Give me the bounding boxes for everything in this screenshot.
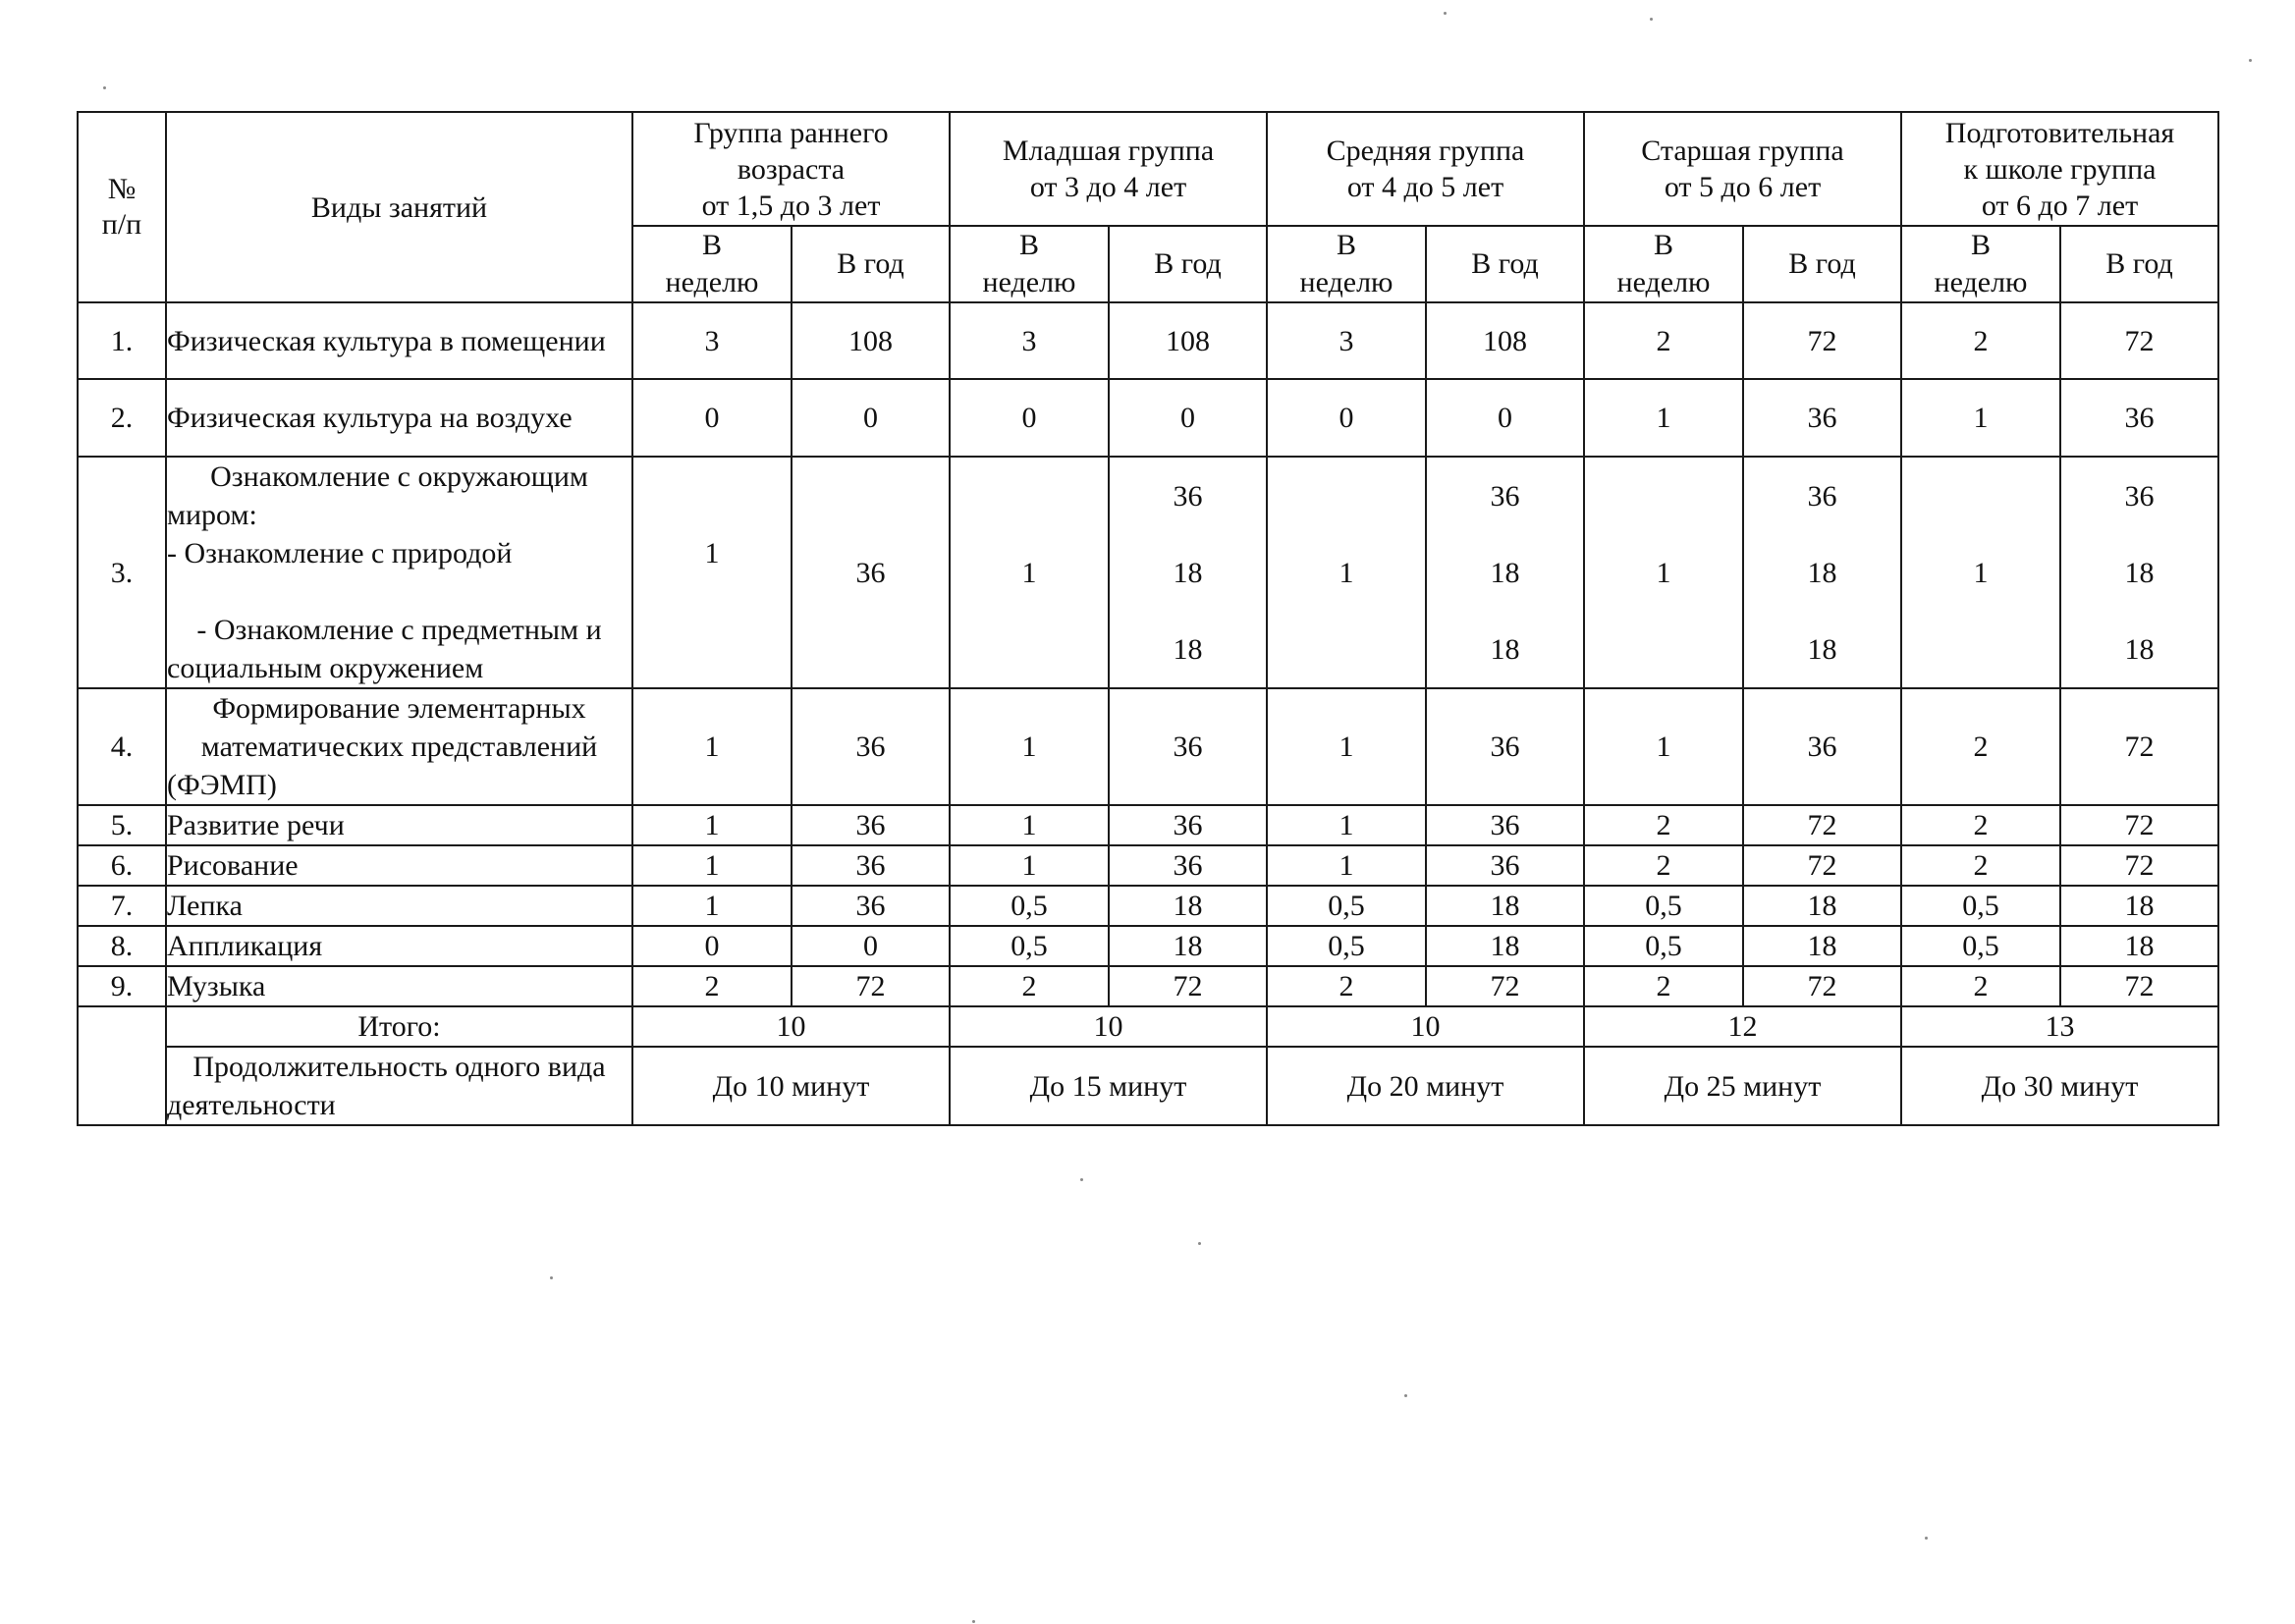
header-per-year: [1743, 226, 1901, 302]
table-row: [78, 845, 2218, 886]
value-cell: 36: [1426, 845, 1584, 886]
group-title: Средняя группа от 4 до 5 лет: [1326, 135, 1525, 203]
table-row: [78, 302, 2218, 379]
value-cell: 72: [1743, 302, 1901, 379]
header-number-label: № п/п: [101, 173, 142, 241]
value-main: 36: [855, 556, 886, 589]
per-week-label: В неделю: [982, 229, 1076, 298]
value-cell: 2: [1584, 966, 1743, 1006]
value-cell: 72: [2060, 688, 2218, 805]
value-cell: 36: [1109, 805, 1267, 845]
scan-speck: [1404, 1394, 1407, 1397]
table-row: [78, 886, 2218, 926]
value-cell: [1109, 457, 1267, 688]
lesson-name: Лепка: [166, 886, 632, 926]
per-year-label: В год: [1154, 247, 1222, 280]
row-number: 6.: [78, 845, 166, 886]
value-cell: 18: [1743, 886, 1901, 926]
value-cell: 36: [1426, 805, 1584, 845]
row-number: [78, 1006, 166, 1125]
header-group-senior: [1584, 112, 1901, 226]
table-row: [78, 966, 2218, 1006]
value-cell: 36: [1426, 688, 1584, 805]
value-cell: 72: [792, 966, 950, 1006]
value-cell: 0: [950, 379, 1109, 457]
header-lesson-kind: [166, 112, 632, 302]
value-cell: 2: [1901, 805, 2060, 845]
spacer: [633, 572, 791, 611]
value-cell: 3: [1267, 302, 1426, 379]
group-title: Подготовительная к школе группа от 6 до 7 лет: [1944, 116, 2175, 222]
duration-value-junior: До 15 минут: [950, 1047, 1267, 1125]
value-main: 1: [1339, 556, 1354, 589]
value-sub-social: 18: [2124, 632, 2155, 666]
value-cell: 2: [1901, 688, 2060, 805]
value-cell: 2: [1584, 805, 1743, 845]
header-group-junior: [950, 112, 1267, 226]
lessons-schedule-table: [77, 111, 2219, 1126]
row-number: 3.: [78, 457, 166, 688]
spacer: [167, 572, 631, 611]
value-cell: 0,5: [950, 926, 1109, 966]
value-cell: 1: [1584, 688, 1743, 805]
scan-speck: [103, 86, 106, 89]
value-cell: 0: [792, 379, 950, 457]
total-label: Итого:: [166, 1006, 632, 1047]
header-per-year: [1426, 226, 1584, 302]
row-number: 4.: [78, 688, 166, 805]
row-number: 8.: [78, 926, 166, 966]
value-cell: 72: [2060, 966, 2218, 1006]
value-main: 1: [1021, 556, 1037, 589]
value-cell: 72: [1743, 805, 1901, 845]
value-cell: [950, 457, 1109, 688]
value-cell: 2: [1584, 302, 1743, 379]
lesson-subitem-social: - Ознакомление с предметным и социальным окружением: [167, 614, 602, 684]
value-cell: 72: [1426, 966, 1584, 1006]
duration-value-senior: До 25 минут: [1584, 1047, 1901, 1125]
value-cell: 2: [1901, 845, 2060, 886]
lesson-name: Физическая культура в помещении: [166, 302, 632, 379]
total-value-preparatory: 13: [1901, 1006, 2218, 1047]
value-cell: 0: [1109, 379, 1267, 457]
header-group-middle: [1267, 112, 1584, 226]
header-row-groups: [78, 112, 2218, 226]
duration-label: Продолжительность одного вида деятельности: [166, 1047, 632, 1125]
value-cell: 36: [792, 805, 950, 845]
row-number: 5.: [78, 805, 166, 845]
row-number: 1.: [78, 302, 166, 379]
duration-row: [78, 1047, 2218, 1125]
value-cell: 18: [1426, 886, 1584, 926]
value-cell: 0: [1426, 379, 1584, 457]
header-per-year: [792, 226, 950, 302]
value-main: 36: [1490, 479, 1520, 513]
per-year-label: В год: [837, 247, 904, 280]
value-cell: 108: [1109, 302, 1267, 379]
header-group-preparatory: [1901, 112, 2218, 226]
header-per-week: [1584, 226, 1743, 302]
value-cell: 108: [792, 302, 950, 379]
scan-speck: [1444, 12, 1447, 15]
value-main: 1: [1973, 556, 1989, 589]
value-cell: 18: [1109, 926, 1267, 966]
value-cell: 0: [792, 926, 950, 966]
value-cell: 0,5: [1901, 886, 2060, 926]
total-row: [78, 1006, 2218, 1047]
lesson-name: Формирование элементарных математических представлений (ФЭМП): [166, 688, 632, 805]
value-cell: 72: [2060, 805, 2218, 845]
total-value-early: 10: [632, 1006, 950, 1047]
value-cell: 108: [1426, 302, 1584, 379]
value-cell: 3: [950, 302, 1109, 379]
group-title: Группа раннего возраста от 1,5 до 3 лет: [693, 116, 889, 222]
table-row: [78, 688, 2218, 805]
value-cell: 1: [1901, 379, 2060, 457]
value-cell: 2: [632, 966, 792, 1006]
row-number: 7.: [78, 886, 166, 926]
value-cell: [1901, 457, 2060, 688]
per-week-label: В неделю: [1299, 229, 1393, 298]
value-cell: 1: [1267, 845, 1426, 886]
scan-speck: [1650, 18, 1653, 21]
value-sub-social: 18: [1807, 632, 1837, 666]
header-per-week: [950, 226, 1109, 302]
value-cell: [2060, 457, 2218, 688]
lesson-name: Аппликация: [166, 926, 632, 966]
duration-value-middle: До 20 минут: [1267, 1047, 1584, 1125]
value-cell: 36: [1109, 688, 1267, 805]
header-lesson-kind-label: Виды занятий: [310, 190, 488, 224]
value-cell: 2: [1901, 966, 2060, 1006]
value-cell: 2: [1901, 302, 2060, 379]
value-main: 36: [1807, 479, 1837, 513]
value-sub-social: 18: [1173, 632, 1203, 666]
value-cell: 36: [2060, 379, 2218, 457]
lesson-name: Музыка: [166, 966, 632, 1006]
value-sub-nature: 18: [1490, 556, 1520, 589]
value-cell: 0: [632, 926, 792, 966]
value-cell: [1426, 457, 1584, 688]
value-cell: 2: [1267, 966, 1426, 1006]
value-cell: [792, 457, 950, 688]
lesson-name: Физическая культура на воздухе: [166, 379, 632, 457]
value-cell: 18: [1426, 926, 1584, 966]
scan-speck: [972, 1620, 975, 1623]
per-week-label: В неделю: [665, 229, 759, 298]
value-cell: 0,5: [1584, 926, 1743, 966]
value-cell: 1: [632, 886, 792, 926]
per-week-label: В неделю: [1934, 229, 2028, 298]
header-per-week: [1267, 226, 1426, 302]
value-cell: 0,5: [1584, 886, 1743, 926]
value-cell: 36: [1743, 379, 1901, 457]
value-cell: 0,5: [1901, 926, 2060, 966]
value-main: 36: [1173, 479, 1203, 513]
value-cell: 0,5: [1267, 886, 1426, 926]
value-cell: 1: [1267, 688, 1426, 805]
value-main: 1: [1656, 556, 1671, 589]
value-cell: 72: [2060, 845, 2218, 886]
duration-value-preparatory: До 30 минут: [1901, 1047, 2218, 1125]
scan-speck: [1925, 1537, 1928, 1540]
value-main: 36: [2124, 479, 2155, 513]
lesson-subitem-nature: - Ознакомление с природой: [167, 537, 513, 569]
value-cell: 36: [1743, 688, 1901, 805]
table-row: [78, 805, 2218, 845]
table-row: [78, 926, 2218, 966]
value-cell: 2: [950, 966, 1109, 1006]
scan-speck: [1198, 1242, 1201, 1245]
row-number: 2.: [78, 379, 166, 457]
group-title: Старшая группа от 5 до 6 лет: [1641, 135, 1844, 203]
value-cell: 3: [632, 302, 792, 379]
value-cell: 0: [1267, 379, 1426, 457]
total-value-middle: 10: [1267, 1006, 1584, 1047]
lesson-name: Развитие речи: [166, 805, 632, 845]
per-year-label: В год: [1471, 247, 1539, 280]
per-week-label: В неделю: [1616, 229, 1711, 298]
value-cell: 1: [950, 805, 1109, 845]
value-cell: 72: [2060, 302, 2218, 379]
value-cell: 72: [1743, 845, 1901, 886]
table-row: [78, 457, 2218, 688]
group-title: Младшая группа от 3 до 4 лет: [1002, 135, 1215, 203]
scan-speck: [1080, 1178, 1083, 1181]
value-cell: 1: [1584, 379, 1743, 457]
value-cell: [632, 457, 792, 688]
value-cell: 36: [1109, 845, 1267, 886]
value-main: 1: [704, 537, 720, 569]
row-number: 9.: [78, 966, 166, 1006]
value-cell: 0: [632, 379, 792, 457]
lesson-name-main: Ознакомление с окружающим миром:: [167, 460, 588, 531]
value-cell: 1: [632, 688, 792, 805]
header-per-week: [632, 226, 792, 302]
value-sub-nature: 18: [1173, 556, 1203, 589]
value-cell: 1: [950, 845, 1109, 886]
value-cell: 1: [950, 688, 1109, 805]
lesson-name: Рисование: [166, 845, 632, 886]
value-cell: [1267, 457, 1426, 688]
value-cell: 1: [1267, 805, 1426, 845]
value-cell: 18: [2060, 926, 2218, 966]
value-sub-nature: 18: [2124, 556, 2155, 589]
header-per-year: [2060, 226, 2218, 302]
value-cell: [1743, 457, 1901, 688]
header-per-year: [1109, 226, 1267, 302]
header-group-early: [632, 112, 950, 226]
value-cell: 2: [1584, 845, 1743, 886]
value-cell: 0,5: [1267, 926, 1426, 966]
value-cell: 0,5: [950, 886, 1109, 926]
value-cell: 36: [792, 688, 950, 805]
scan-speck: [550, 1276, 553, 1279]
total-value-junior: 10: [950, 1006, 1267, 1047]
per-year-label: В год: [2105, 247, 2173, 280]
value-cell: 1: [632, 805, 792, 845]
value-cell: 18: [2060, 886, 2218, 926]
value-cell: 18: [1109, 886, 1267, 926]
duration-value-early: До 10 минут: [632, 1047, 950, 1125]
total-value-senior: 12: [1584, 1006, 1901, 1047]
value-cell: 1: [632, 845, 792, 886]
table-row: [78, 379, 2218, 457]
value-sub-nature: 18: [1807, 556, 1837, 589]
header-per-week: [1901, 226, 2060, 302]
value-cell: 72: [1109, 966, 1267, 1006]
header-number: [78, 112, 166, 302]
value-cell: 72: [1743, 966, 1901, 1006]
per-year-label: В год: [1788, 247, 1856, 280]
value-cell: 18: [1743, 926, 1901, 966]
value-cell: 36: [792, 886, 950, 926]
value-sub-social: 18: [1490, 632, 1520, 666]
value-cell: [1584, 457, 1743, 688]
value-cell: 36: [792, 845, 950, 886]
lesson-name: [166, 457, 632, 688]
scan-speck: [2249, 59, 2252, 62]
